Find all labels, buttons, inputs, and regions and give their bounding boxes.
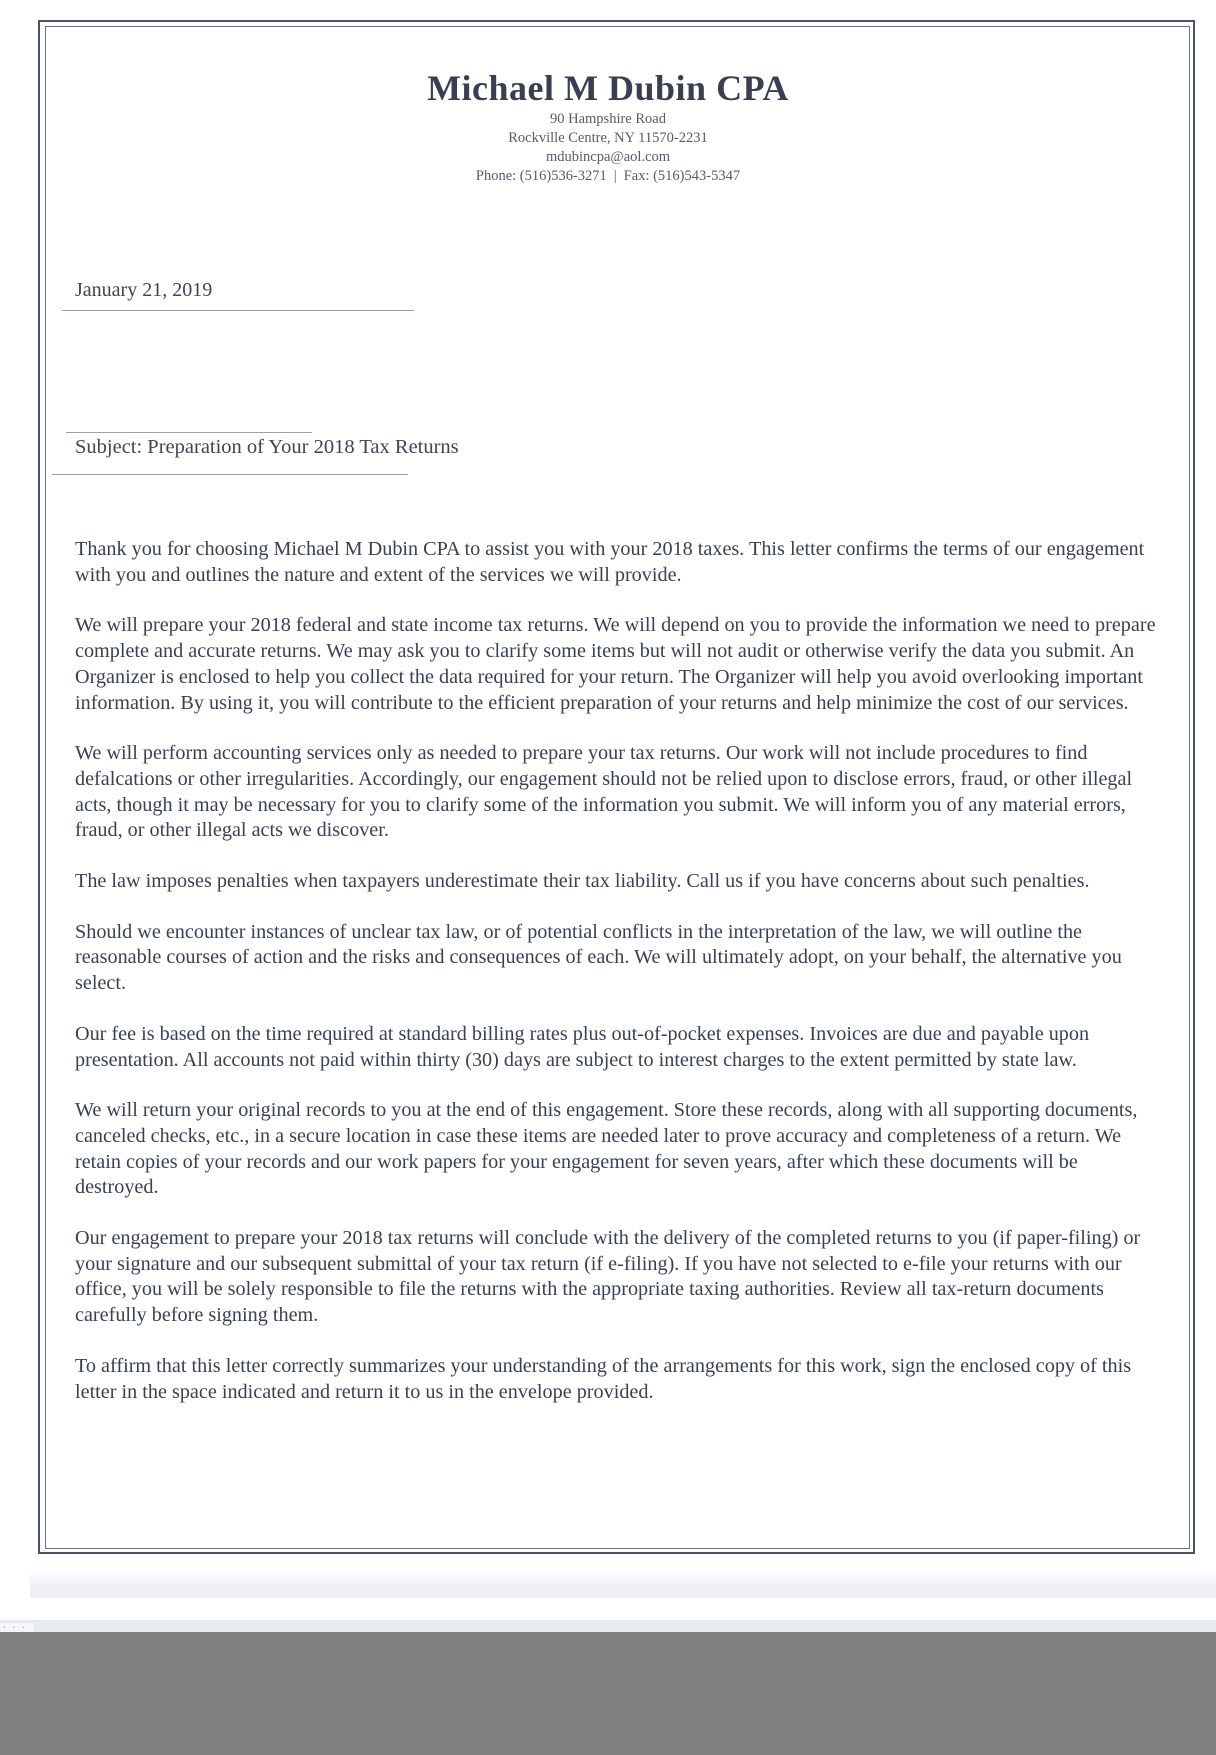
- letter-body: [75, 537, 1165, 1430]
- fax-number: Fax: (516)543-5347: [623, 168, 741, 184]
- letter-date: January 21, 2019: [75, 279, 213, 301]
- corner-mark: · · ·: [0, 1623, 34, 1635]
- paragraph-4: The law imposes penalties when taxpayers underestimate their tax liability. Call us if you have concerns about such penalties.: [75, 870, 1090, 893]
- firm-name: Michael M Dubin CPA: [427, 68, 789, 108]
- paragraph-1: Thank you for choosing Michael M Dubin CPA to assist you with your 2018 taxes. This letter confirms the terms of our engagement with you and outlines the nature and extent of the services we will provide.: [75, 538, 1145, 586]
- letterhead: [0, 66, 1216, 186]
- paragraph-2: We will prepare your 2018 federal and state income tax returns. We will depend on you to provide the information we need to prepare complete and accurate returns. We may ask you to clarify some items but will not audit or otherwise verify the data you submit. An Organizer is enclosed to help you collect the data required for your return. The Organizer will help you avoid overlooking important information. By using it, you will contribute to the efficient preparation of your returns and help minimize the cost of our services.: [75, 614, 1156, 714]
- phone-number: Phone: (516)536-3271: [475, 168, 607, 184]
- address-line-2: Rockville Centre, NY 11570-2231: [508, 130, 708, 146]
- scan-edge: [0, 1620, 1216, 1632]
- paragraph-6: Our fee is based on the time required at standard billing rates plus out-of-pocket expenses. Invoices are due and payable upon presentation. All accounts not paid within thirty (30) days are subject to interest charges to the extent permitted by state law.: [75, 1022, 1090, 1071]
- paragraph-5: Should we encounter instances of unclear tax law, or of potential conflicts in the interpretation of the law, we will outline the reasonable courses of action and the risks and consequences of each. We will ultimately adopt, on your behalf, the alternative you select.: [75, 920, 1122, 995]
- subject-underline: [52, 474, 408, 475]
- contact-separator: |: [613, 168, 617, 184]
- email-address: mdubincpa@aol.com: [545, 149, 671, 165]
- phone-fax-line: [0, 167, 1216, 186]
- recipient-block-rule: [66, 432, 312, 433]
- paragraph-8: Our engagement to prepare your 2018 tax returns will conclude with the delivery of the completed returns to you (if paper-filing) or your signature and our subsequent submittal of your tax return (if e-filing). If you have not selected to e-file your returns with our office, you will be solely responsible to file the returns with the appropriate taxing authorities. Review all tax-return documents carefully before signing them.: [75, 1227, 1141, 1327]
- address-line-1: 90 Hampshire Road: [550, 111, 666, 127]
- paragraph-7: We will return your original records to you at the end of this engagement. Store these records, along with all supporting documents, canceled checks, etc., in a secure location in case these items are needed later to prove accuracy and completeness of a return. We retain copies of your records and our work papers for your engagement for seven years, after which these documents will be destroyed.: [75, 1099, 1138, 1199]
- date-underline: [62, 310, 414, 311]
- paragraph-3: We will perform accounting services only as needed to prepare your tax returns. Our work will not include procedures to find defalcations or other irregularities. Accordingly, our engagement should not be relied upon to disclose errors, fraud, or other illegal acts, though it may be necessary for you to clarify some of the information you submit. We will inform you of any material errors, fraud, or other illegal acts we discover.: [75, 742, 1133, 842]
- letter-subject: Subject: Preparation of Your 2018 Tax Returns: [75, 436, 459, 458]
- page-bottom-margin: [0, 1632, 1216, 1755]
- paragraph-9: To affirm that this letter correctly summarizes your understanding of the arrangements for this work, sign the enclosed copy of this letter in the space indicated and return it to us in the envelope provided.: [75, 1354, 1132, 1403]
- scan-artifact: [30, 1570, 1216, 1598]
